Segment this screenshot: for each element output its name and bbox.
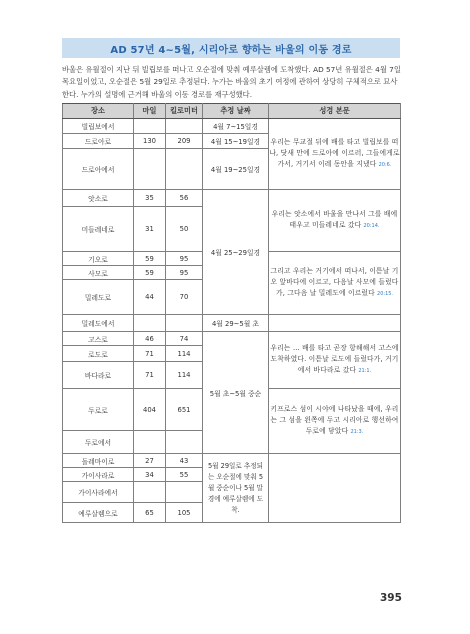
km-cell: 74 <box>166 332 203 346</box>
mile-cell: 34 <box>134 468 166 482</box>
place-cell: 예루살렘으로 <box>63 503 134 523</box>
verse-ref: 20:14. <box>363 223 380 229</box>
scripture-cell <box>269 252 401 315</box>
km-cell: 651 <box>166 389 203 431</box>
scripture-text: 우리는 앗소에서 바울을 만나서 그를 배에 태우고 미들레네로 갔다 <box>271 209 398 229</box>
mile-cell: 46 <box>134 332 166 346</box>
mile-cell <box>134 119 166 134</box>
km-cell: 43 <box>166 454 203 468</box>
table-row <box>63 454 401 468</box>
table-header-row <box>63 104 401 119</box>
verse-ref: 20:15. <box>377 291 394 298</box>
scripture-text: 그리고 우리는 거기에서 떠나서, 이튿날 기오 앞바다에 이르고, 다음날 사모에 들렀다가, 그다음 날 밀레도에 이르렀다 <box>270 266 399 298</box>
route-table <box>62 103 401 523</box>
place-cell: 로도로 <box>63 346 134 362</box>
mile-cell: 35 <box>134 190 166 207</box>
km-cell <box>166 315 203 332</box>
km-cell: 114 <box>166 362 203 389</box>
header-scripture: 성경 본문 <box>269 104 401 119</box>
km-cell <box>166 482 203 503</box>
place-cell: 밀레도에서 <box>63 315 134 332</box>
km-cell: 95 <box>166 266 203 280</box>
scripture-cell <box>269 389 401 454</box>
place-cell: 바다라로 <box>63 362 134 389</box>
place-cell: 빌립보에서 <box>63 119 134 134</box>
mile-cell: 130 <box>134 134 166 149</box>
mile-cell: 59 <box>134 266 166 280</box>
place-cell: 드로아에서 <box>63 149 134 190</box>
scripture-cell-empty <box>269 454 401 523</box>
place-cell: 두로로 <box>63 389 134 431</box>
date-cell: 4월 19~25일경 <box>203 149 269 190</box>
km-cell: 209 <box>166 134 203 149</box>
place-cell: 돌레마이로 <box>63 454 134 468</box>
mile-cell: 31 <box>134 207 166 252</box>
mile-cell: 71 <box>134 346 166 362</box>
date-cell: 4월 7~15일경 <box>203 119 269 134</box>
km-cell <box>166 149 203 190</box>
page-number: 395 <box>380 592 402 604</box>
verse-ref: 20:6. <box>378 162 392 169</box>
place-cell: 두로에서 <box>63 431 134 454</box>
scripture-cell <box>269 190 401 252</box>
scripture-text: 우리는 무교절 뒤에 배를 타고 빌립보를 떠나, 닷새 만에 드로아에 이르러, 그들에게로 가서, 거기서 이레 동안을 지냈다 <box>269 137 400 169</box>
place-cell: 기오로 <box>63 252 134 266</box>
verse-ref: 21:1. <box>358 368 372 375</box>
km-cell: 95 <box>166 252 203 266</box>
mile-cell: 27 <box>134 454 166 468</box>
mile-cell: 65 <box>134 503 166 523</box>
km-cell: 114 <box>166 346 203 362</box>
scripture-text: 키프로스 섬이 시야에 나타났을 때에, 우리는 그 섬을 왼쪽에 두고 시리아로 행선하여 두로에 닿았다 <box>270 404 399 436</box>
table-row <box>63 315 401 332</box>
header-place: 장소 <box>63 104 134 119</box>
table-row <box>63 332 401 346</box>
place-cell: 밀레도로 <box>63 280 134 315</box>
table-row <box>63 190 401 207</box>
place-cell: 고스로 <box>63 332 134 346</box>
header-mile: 마일 <box>134 104 166 119</box>
mile-cell <box>134 149 166 190</box>
mile-cell: 59 <box>134 252 166 266</box>
verse-ref: 21:3. <box>350 429 364 436</box>
km-cell: 55 <box>166 468 203 482</box>
mile-cell: 44 <box>134 280 166 315</box>
km-cell: 70 <box>166 280 203 315</box>
km-cell <box>166 431 203 454</box>
mile-cell <box>134 315 166 332</box>
section-title: AD 57년 4~5월, 시리아로 향하는 바울의 이동 경로 <box>62 38 400 58</box>
table-row <box>63 119 401 134</box>
date-cell: 5월 29일로 추정되는 오순절에 맞춰 5월 중순이나 5월 말경에 예루살렘에 도착. <box>203 454 269 523</box>
place-cell: 드로아로 <box>63 134 134 149</box>
header-km: 킬로미터 <box>166 104 203 119</box>
place-cell: 가이사라에서 <box>63 482 134 503</box>
place-cell: 미들레네로 <box>63 207 134 252</box>
km-cell: 105 <box>166 503 203 523</box>
scripture-cell-empty <box>269 315 401 332</box>
date-cell: 4월 15~19일경 <box>203 134 269 149</box>
mile-cell: 404 <box>134 389 166 431</box>
place-cell: 사모로 <box>63 266 134 280</box>
date-cell: 4월 25~29일경 <box>203 190 269 315</box>
mile-cell <box>134 431 166 454</box>
mile-cell: 71 <box>134 362 166 389</box>
intro-paragraph: 바울은 유월절이 지난 뒤 빌립보를 떠나고 오순절에 맞춰 예루살렘에 도착했다. AD 57년 유월절은 4월 7일 목요일이었고, 오순절은 5월 29일로 추정된다. 누가는 바울의 초기 여정에 관하여 상당히 구체적으로 묘사한다. 누가의 설명에 근거해 바울의 이동 경로를 재구성했다. <box>62 65 401 99</box>
scripture-cell <box>269 332 401 389</box>
km-cell <box>166 119 203 134</box>
km-cell: 50 <box>166 207 203 252</box>
place-cell: 앗소로 <box>63 190 134 207</box>
scripture-cell <box>269 119 401 190</box>
place-cell: 가이사라로 <box>63 468 134 482</box>
date-cell: 5월 초~5월 중순 <box>203 332 269 454</box>
header-date: 추정 날짜 <box>203 104 269 119</box>
km-cell: 56 <box>166 190 203 207</box>
date-cell: 4월 29~5월 초 <box>203 315 269 332</box>
mile-cell <box>134 482 166 503</box>
scripture-text: 우리는 … 배를 타고 곧장 항해해서 고스에 도착하였다. 이튿날 로도에 들렀다가, 거기에서 바다라로 갔다 <box>270 343 399 375</box>
